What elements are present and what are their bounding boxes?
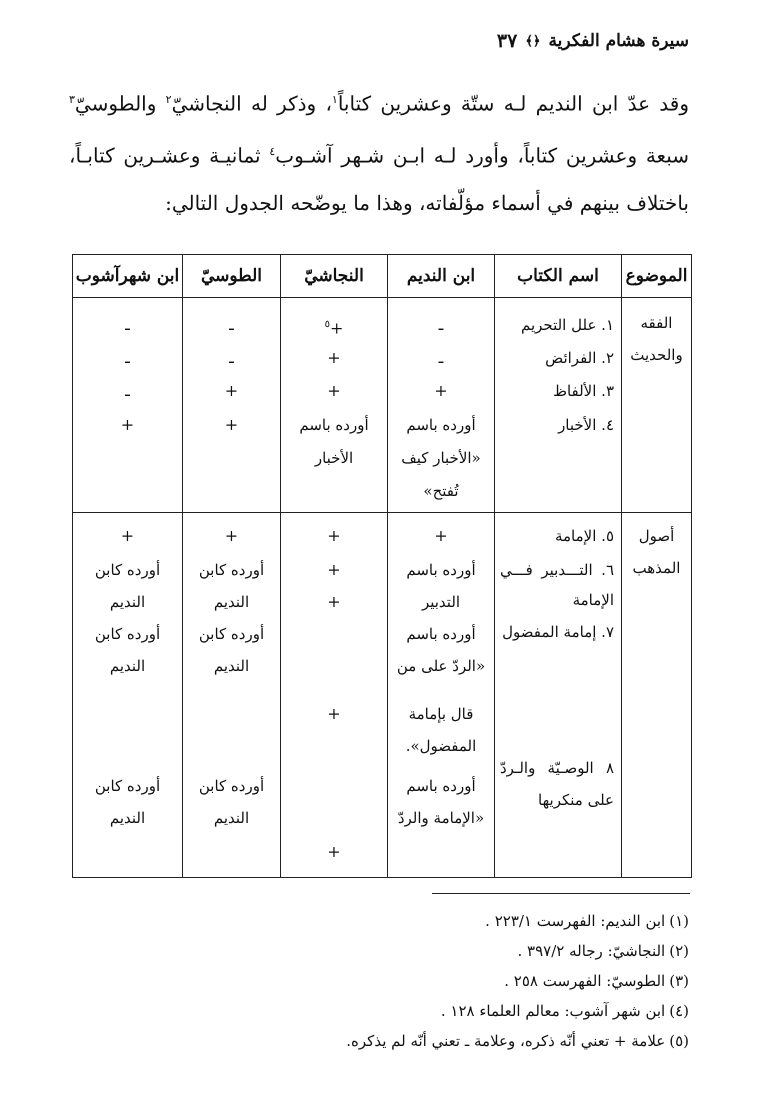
book-title: ٦. التـــدبير فـــي: [500, 561, 614, 579]
header-nadim: ابن النديم: [388, 255, 495, 298]
header-najashi: النجاشيّ: [281, 255, 388, 298]
footnote: [69, 966, 689, 996]
cell-note: النديم: [109, 657, 146, 675]
cell-line: أصول: [638, 527, 675, 545]
cell-note: النديم: [213, 809, 250, 827]
cell-topic: [622, 298, 692, 513]
cell-note: الأخبار: [314, 449, 354, 467]
intro-text: ، وذكر له النجاشيّ: [171, 91, 332, 116]
mark-present: +: [120, 526, 135, 545]
intro-paragraph: [69, 76, 689, 227]
footnote-text: الطوسيّ: الفهرست ٢٥٨ .: [504, 972, 666, 990]
mark-present: +: [224, 381, 239, 400]
cell-line: المذهب: [632, 559, 681, 577]
book-title: ٤. الأخبار: [558, 416, 614, 434]
cell-note: أورده باسم: [406, 416, 476, 434]
books-comparison-table: [72, 254, 692, 878]
cell-topic: [622, 513, 692, 878]
cell-note: أورده باسم: [406, 561, 476, 579]
footnotes: [69, 906, 689, 1056]
header-shahr: ابن شهرآشوب: [73, 255, 183, 298]
mark-present: +: [120, 415, 135, 434]
table-header-row: [73, 255, 692, 298]
footnote-ref[interactable]: ٤: [269, 144, 276, 158]
cell-note: النديم: [213, 593, 250, 611]
mark-absent: ـ: [438, 315, 444, 334]
book-title: على منكريها: [538, 791, 614, 809]
mark-present: +: [327, 526, 341, 545]
book-title: الإمامة: [572, 591, 614, 609]
mark-present: +: [327, 381, 341, 400]
cell-note: أورده باسم: [406, 777, 476, 795]
cell-najashi: [281, 298, 388, 513]
mark-absent: ـ: [125, 315, 130, 334]
footnote-ref[interactable]: ٥: [324, 319, 330, 330]
header-book: اسم الكتاب: [495, 255, 622, 298]
intro-text: سبعة وعشرين كتاباً، وأورد لـه ابـن شـهر آشـوب: [275, 143, 689, 168]
cell-note: «الردّ على من: [396, 657, 486, 675]
header-topic: الموضوع: [622, 255, 692, 298]
cell-note: أورده كابن: [94, 625, 161, 643]
cell-note: النديم: [109, 809, 146, 827]
running-header: [497, 30, 689, 52]
footnote-text: ابن النديم: الفهرست ٢٢٣/١ .: [485, 912, 666, 930]
mark-present: +: [224, 415, 239, 434]
cell-note: «الأخبار كيف: [401, 449, 481, 467]
footnote-number: (٢): [669, 942, 689, 960]
ornament-brackets: ﴿﴾: [525, 33, 541, 49]
cell-shahr: [73, 298, 183, 513]
book-title: ٥. الإمامة: [554, 527, 614, 545]
book-title: ١. علل التحريم: [520, 316, 614, 334]
cell-note: أورده كابن: [94, 561, 161, 579]
footnote-number: (٣): [669, 972, 689, 990]
footnote-text: علامة + تعني أنّه ذكره، وعلامة ـ تعني أنّه لم يذكره.: [346, 1032, 666, 1050]
book-title: ٣. الألفاظ: [553, 382, 614, 400]
cell-note: التدبير: [421, 593, 461, 611]
cell-note: أورده كابن: [198, 561, 265, 579]
footnote-number: (٥): [669, 1032, 689, 1050]
mark-present: +: [434, 381, 448, 400]
footnote-text: النجاشيّ: رجاله ٣٩٧/٢ .: [517, 942, 666, 960]
mark-present: +: [434, 526, 448, 545]
cell-line: والحديث: [630, 346, 683, 364]
intro-text: والطوسيّ: [74, 91, 166, 116]
cell-nadim: [388, 298, 495, 513]
cell-note: أورده باسم: [406, 625, 476, 643]
cell-note: أورده كابن: [94, 777, 161, 795]
cell-books: [495, 513, 622, 878]
table-row: [73, 513, 692, 878]
cell-note: «الإمامة والردّ: [397, 809, 485, 827]
footnote-ref[interactable]: ٢: [165, 93, 172, 106]
mark-present: +: [329, 318, 344, 338]
cell-shahr: [73, 513, 183, 878]
mark-absent: ـ: [438, 348, 444, 367]
cell-najashi: [281, 513, 388, 878]
cell-note: النديم: [109, 593, 146, 611]
footnote: [69, 1026, 689, 1056]
page-number: ٣٧: [496, 30, 518, 52]
intro-text: ثمانيـة وعشـرين كتابـاً،: [69, 143, 270, 168]
cell-note: قال بإمامة: [408, 705, 474, 723]
footnote: [69, 906, 689, 936]
mark-absent: ـ: [125, 381, 130, 400]
cell-note: تُفتح»: [423, 482, 459, 500]
mark-present: [282, 309, 386, 341]
cell-nadim: [388, 513, 495, 878]
footnote-text: ابن شهر آشوب: معالم العلماء ١٢٨ .: [440, 1002, 666, 1020]
mark-present: +: [224, 526, 239, 545]
book-title: ٢. الفرائض: [545, 349, 614, 367]
footnote-number: (١): [669, 912, 689, 930]
intro-text: وقد عدّ ابن النديم لـه ستّة وعشرين كتاباً: [337, 91, 689, 116]
running-title: سيرة هشام الفكرية: [548, 31, 689, 51]
cell-note: النديم: [213, 657, 250, 675]
mark-present: +: [327, 560, 341, 579]
mark-present: +: [327, 592, 341, 611]
cell-tusi: [183, 298, 281, 513]
mark-present: +: [327, 348, 341, 367]
cell-line: الفقه: [640, 314, 673, 332]
mark-absent: ـ: [125, 348, 130, 367]
mark-present: +: [327, 842, 341, 861]
mark-present: +: [327, 704, 341, 723]
header-tusi: الطوسيّ: [183, 255, 281, 298]
footnote: [69, 936, 689, 966]
cell-note: أورده كابن: [198, 625, 265, 643]
cell-note: أورده كابن: [198, 777, 265, 795]
footnote-number: (٤): [669, 1002, 689, 1020]
table-row: [73, 298, 692, 513]
cell-books: [495, 298, 622, 513]
cell-tusi: [183, 513, 281, 878]
cell-note: أورده باسم: [299, 416, 369, 434]
footnote-ref[interactable]: ٣: [69, 93, 75, 106]
mark-absent: ـ: [229, 348, 234, 367]
book-title: ٧. إمامة المفضول: [502, 623, 614, 641]
cell-note: المفضول».: [405, 737, 477, 755]
footnote-ref[interactable]: ١: [331, 93, 338, 106]
intro-text: باختلاف بينهم في أسماء مؤلّفاته، وهذا ما يوضّحه الجدول التالي:: [165, 191, 689, 216]
book-title: ٨ الوصـيّة والـردّ: [500, 759, 614, 777]
footnote-divider: [432, 893, 690, 894]
mark-absent: ـ: [229, 315, 234, 334]
footnote: [69, 996, 689, 1026]
